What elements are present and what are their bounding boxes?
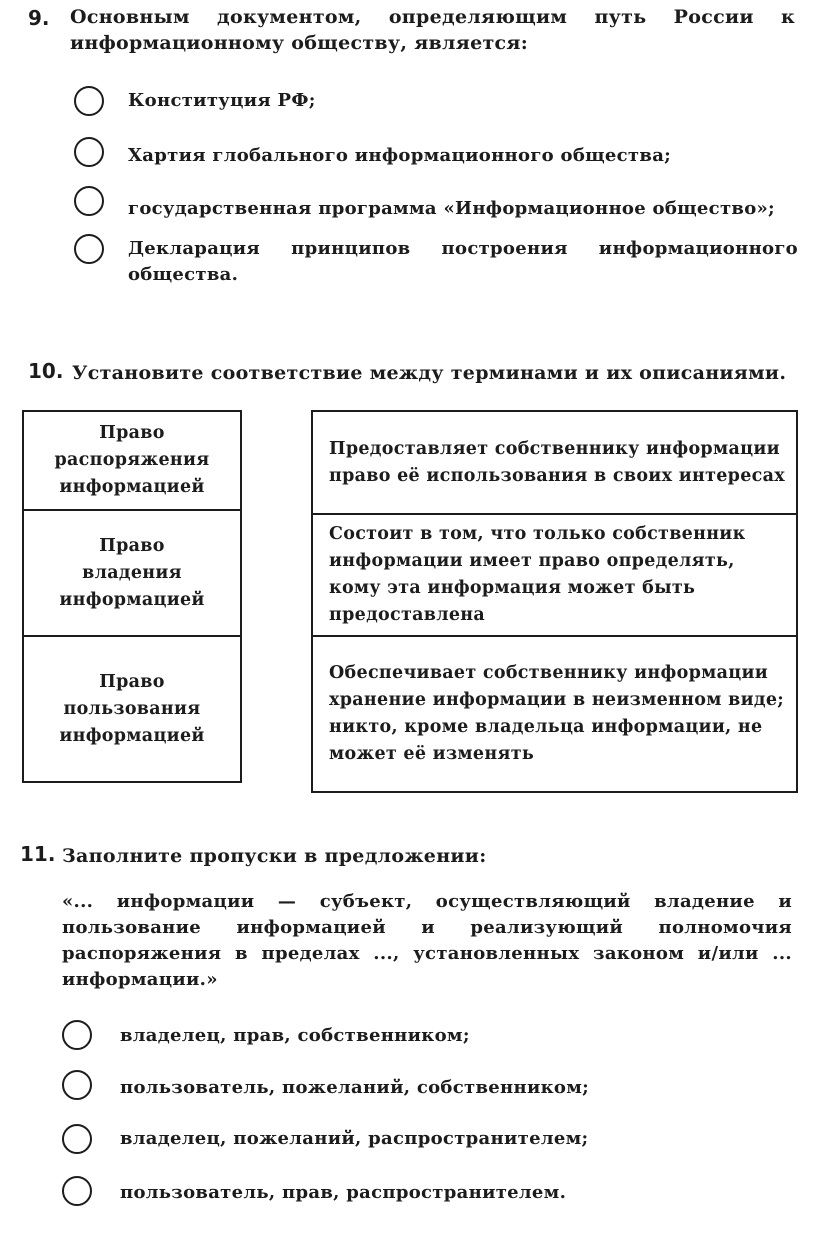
q9-option-3-radio[interactable] [74, 186, 104, 216]
question-11-number: 11. [20, 842, 56, 866]
descriptions-table [311, 410, 798, 793]
term-cell[interactable]: Право распоряжения информацией [54, 423, 210, 497]
q11-option-2-label: пользователь, пожеланий, собственником; [120, 1077, 590, 1098]
q11-option-4-radio[interactable] [62, 1176, 92, 1206]
q11-option-4-label: пользователь, прав, распространителем. [120, 1182, 567, 1203]
question-10-text: Установите соответствие между терминами и их описаниями. [72, 362, 787, 384]
q11-option-3-radio[interactable] [62, 1124, 92, 1154]
question-11-text: Заполните пропуски в предложении: [62, 845, 487, 867]
description-cell[interactable]: Состоит в том, что только собственник информации имеет право определять, кому эта информация может быть предоставлена [329, 524, 746, 625]
question-11-quote: «... информации — субъект, осуществляющий владение и пользование информацией и реализующий полномочия распоряжения в пределах ..., установленных законом и/или ... информации.» [62, 891, 792, 990]
description-cell[interactable]: Предоставляет собственнику информации право её использования в своих интересах [329, 438, 785, 486]
q11-option-2-radio[interactable] [62, 1070, 92, 1100]
q9-option-2-label: Хартия глобального информационного общества; [128, 145, 672, 166]
q9-option-1-label: Конституция РФ; [128, 90, 316, 111]
q9-option-4-radio[interactable] [74, 234, 104, 264]
description-cell[interactable]: Обеспечивает собственнику информации хранение информации в неизменном виде; никто, кроме владельца информации, не может её изменять [329, 663, 785, 764]
question-10-number: 10. [28, 359, 64, 383]
q11-option-1-radio[interactable] [62, 1020, 92, 1050]
q9-option-1-radio[interactable] [74, 86, 104, 116]
term-cell[interactable]: Право владения информацией [59, 535, 205, 610]
q9-option-3-label: государственная программа «Информационное общество»; [128, 198, 776, 219]
terms-table [22, 410, 242, 783]
q11-option-3-label: владелец, пожеланий, распространителем; [120, 1128, 589, 1149]
q9-option-4-label: Декларация принципов построения информационного общества. [128, 238, 798, 285]
term-cell[interactable]: Право пользования информацией [59, 671, 205, 746]
question-9-number: 9. [28, 6, 50, 30]
question-9-text: Основным документом, определяющим путь России к информационному обществу, является: [70, 6, 795, 54]
q11-option-1-label: владелец, прав, собственником; [120, 1025, 470, 1046]
q9-option-2-radio[interactable] [74, 137, 104, 167]
